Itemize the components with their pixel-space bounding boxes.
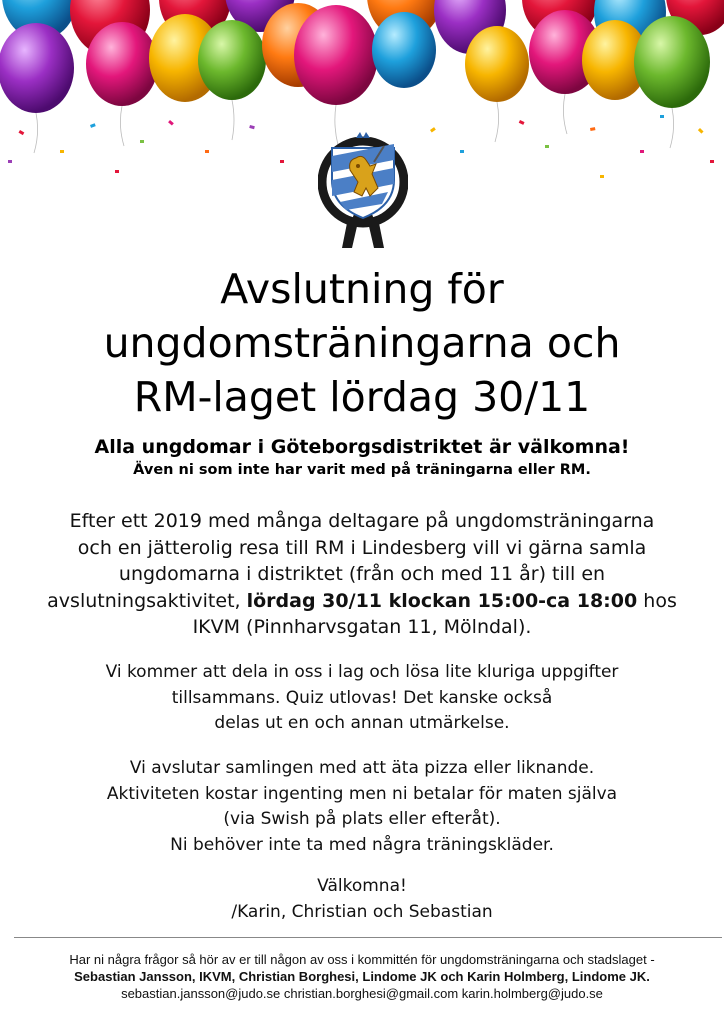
paragraph-line: Vi avslutar samlingen med att äta pizza eller liknande. <box>129 758 595 778</box>
paragraph-line: (via Swish på plats eller efteråt). <box>223 809 501 829</box>
event-date-time: lördag 30/11 klockan 15:00-ca 18:00 <box>246 589 638 612</box>
footer-intro: Har ni några frågor så hör av er till någon av oss i kommittén för ungdomsträningarna och stadslaget - <box>69 952 655 967</box>
paragraph-line: Efter ett 2019 med många deltagare på ungdomsträningarna <box>69 510 655 532</box>
paragraph-line: ungdomarna i distriktet (från och med 11 år) till en <box>118 563 606 585</box>
page-title-line-1: Avslutning för <box>220 265 504 313</box>
paragraph-food <box>0 756 724 858</box>
paragraph-line: tillsammans. Quiz utlovas! Det kanske också <box>171 687 553 708</box>
paragraph-line: IKVM (Pinnharvsgatan 11, Mölndal). <box>192 616 532 638</box>
paragraph-text: hos <box>637 589 677 612</box>
footer-divider <box>14 937 722 938</box>
paragraph-line <box>0 588 724 615</box>
paragraph-line: och en jätterolig resa till RM i Lindesberg vill vi gärna samla <box>77 536 647 559</box>
paragraph-line: Aktiviteten kostar ingenting men ni betalar för maten själva <box>106 783 618 804</box>
closing-greeting: Välkomna! <box>317 876 407 896</box>
page-title-line-2: ungdomsträningarna och <box>103 319 621 367</box>
subtitle-secondary: Även ni som inte har varit med på träningarna eller RM. <box>133 462 591 478</box>
paragraph-intro <box>0 508 724 641</box>
lion-shield-logo-icon <box>318 130 408 252</box>
paragraph-text: avslutningsaktivitet, <box>47 589 247 612</box>
footer-contacts: Sebastian Jansson, IKVM, Christian Borghesi, Lindome JK och Karin Holmberg, Lindome JK. <box>74 969 650 984</box>
paragraph-line: Ni behöver inte ta med några träningskläder. <box>170 834 554 855</box>
closing-signature <box>0 874 724 925</box>
subtitle-main: Alla ungdomar i Göteborgsdistriktet är välkomna! <box>94 436 630 458</box>
footer-emails: sebastian.jansson@judo.se christian.borghesi@gmail.com karin.holmberg@judo.se <box>121 986 603 1001</box>
paragraph-activities <box>0 660 724 737</box>
paragraph-line: Vi kommer att dela in oss i lag och lösa lite kluriga uppgifter <box>105 662 619 682</box>
page-title-line-3: RM-laget lördag 30/11 <box>133 373 591 421</box>
paragraph-line: delas ut en och annan utmärkelse. <box>214 713 510 733</box>
closing-signers: /Karin, Christian och Sebastian <box>231 901 493 922</box>
